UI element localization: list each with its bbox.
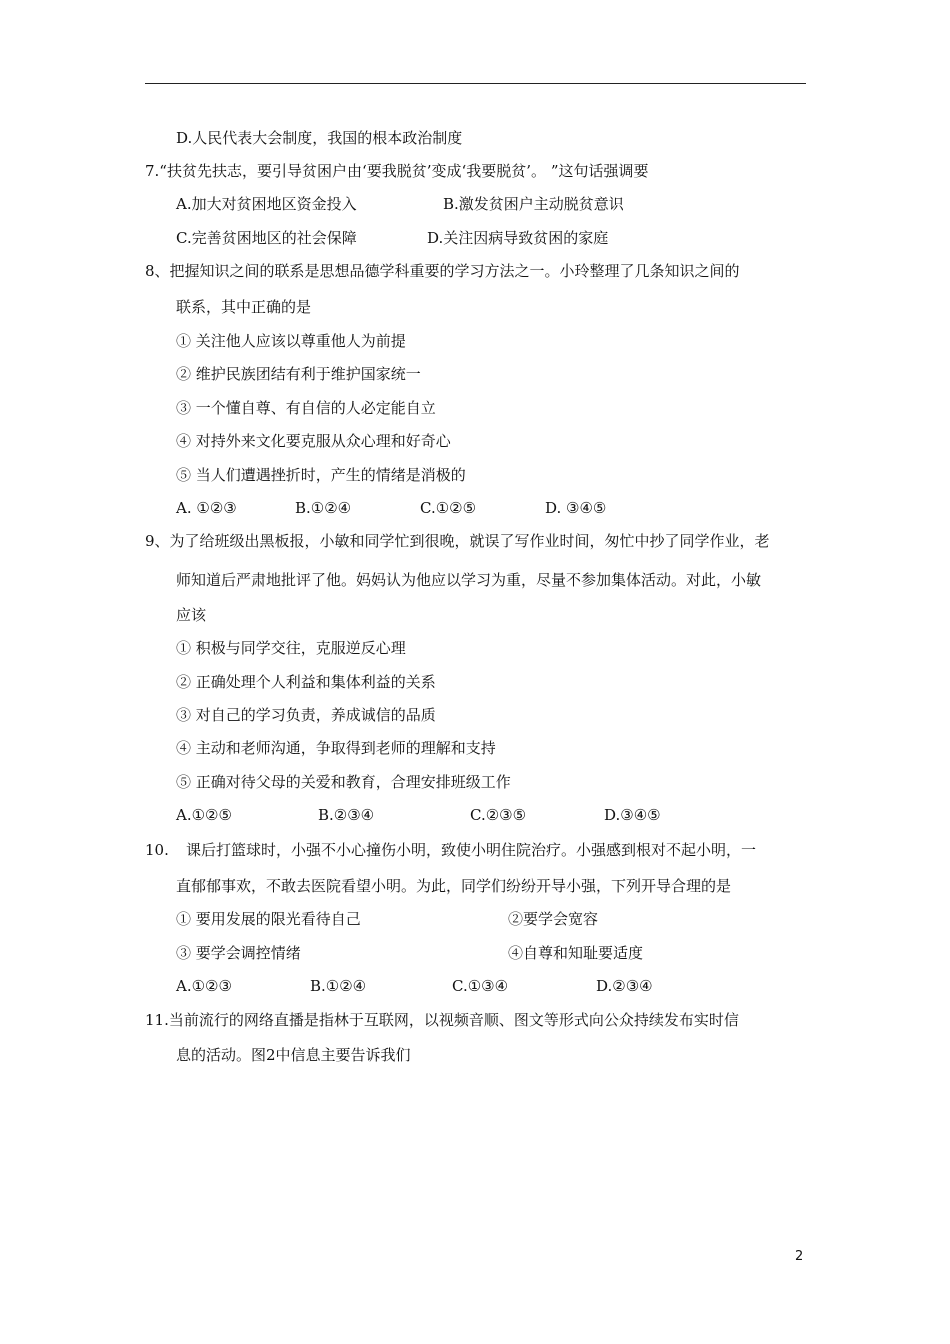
q10-item-2: ②要学会宽容 [508, 910, 599, 928]
q7-option-c: C.完善贫困地区的社会保障 [176, 229, 357, 247]
q10-number: 10. [145, 841, 169, 859]
q9-stem-line2: 师知道后严肃地批评了他。妈妈认为他应以学习为重，尽量不参加集体活动。对此，小敏 [176, 571, 762, 589]
q8-option-c: C.①②⑤ [420, 499, 477, 517]
q9-option-c: C.②③⑤ [470, 806, 527, 824]
q9-item-5: ⑤ 正确对待父母的关爱和教育，合理安排班级工作 [176, 773, 511, 791]
q9-item-1: ① 积极与同学交往，克服逆反心理 [176, 639, 406, 657]
q6-option-d: D.人民代表大会制度，我国的根本政治制度 [176, 129, 463, 147]
q8-option-b: B.①②④ [295, 499, 352, 517]
q9-option-d: D.③④⑤ [604, 806, 661, 824]
q10-option-a: A.①②③ [176, 977, 232, 995]
q10-option-d: D.②③④ [596, 977, 653, 995]
q8-item-3: ③ 一个懂自尊、有自信的人必定能自立 [176, 399, 436, 417]
q8-item-5: ⑤ 当人们遭遇挫折时，产生的情绪是消极的 [176, 466, 466, 484]
q10-item-3: ③ 要学会调控情绪 [176, 944, 301, 962]
q7-stem: 7.“扶贫先扶志，要引导贫困户由‘要我脱贫’变成‘我要脱贫’。 ”这句话强调要 [145, 162, 649, 180]
q10-option-b: B.①②④ [310, 977, 367, 995]
q10-option-c: C.①③④ [452, 977, 509, 995]
q9-option-a: A.①②⑤ [176, 806, 232, 824]
q7-option-b: B.激发贫困户主动脱贫意识 [443, 195, 624, 213]
q10-stem-line1: 课后打篮球时，小强不小心撞伤小明，致使小明住院治疗。小强感到根对不起小明，一 [186, 841, 757, 859]
q9-item-2: ② 正确处理个人利益和集体利益的关系 [176, 673, 436, 691]
page-number: 2 [795, 1249, 804, 1264]
q8-option-a: A. ①②③ [176, 499, 237, 517]
q8-item-1: ① 关注他人应该以尊重他人为前提 [176, 332, 406, 350]
q9-stem-line3: 应该 [176, 606, 207, 624]
q8-item-2: ② 维护民族团结有利于维护国家统一 [176, 365, 421, 383]
q8-item-4: ④ 对持外来文化要克服从众心理和好奇心 [176, 432, 451, 450]
q11-stem-line2: 息的活动。图2中信息主要告诉我们 [176, 1046, 411, 1064]
q10-item-1: ① 要用发展的限光看待自己 [176, 910, 361, 928]
q9-option-b: B.②③④ [318, 806, 375, 824]
q9-stem-line1: 9、为了给班级出黑板报，小敏和同学忙到很晚，就误了写作业时间，匆忙中抄了同学作业，老 [145, 532, 770, 550]
q7-option-a: A.加大对贫困地区资金投入 [176, 195, 357, 213]
q10-item-4: ④自尊和知耻要适度 [508, 944, 644, 962]
q9-item-4: ④ 主动和老师沟通，争取得到老师的理解和支持 [176, 739, 496, 757]
q10-stem-line2: 直郁郁事欢，不敢去医院看望小明。为此，同学们纷纷开导小强，下列开导合理的是 [176, 877, 732, 895]
q8-stem-line1: 8、把握知识之间的联系是思想品德学科重要的学习方法之一。小玲整理了几条知识之间的 [145, 262, 740, 280]
q11-stem-line1: 11.当前流行的网络直播是指林于互联网，以视频音顺、图文等形式向公众持续发布实时信 [145, 1011, 739, 1029]
q8-option-d: D. ③④⑤ [545, 499, 607, 517]
q9-item-3: ③ 对自己的学习负责，养成诚信的品质 [176, 706, 436, 724]
header-rule [145, 83, 806, 84]
q8-stem-line2: 联系，其中正确的是 [176, 298, 312, 316]
q7-option-d: D.关注因病导致贫困的家庭 [427, 229, 609, 247]
